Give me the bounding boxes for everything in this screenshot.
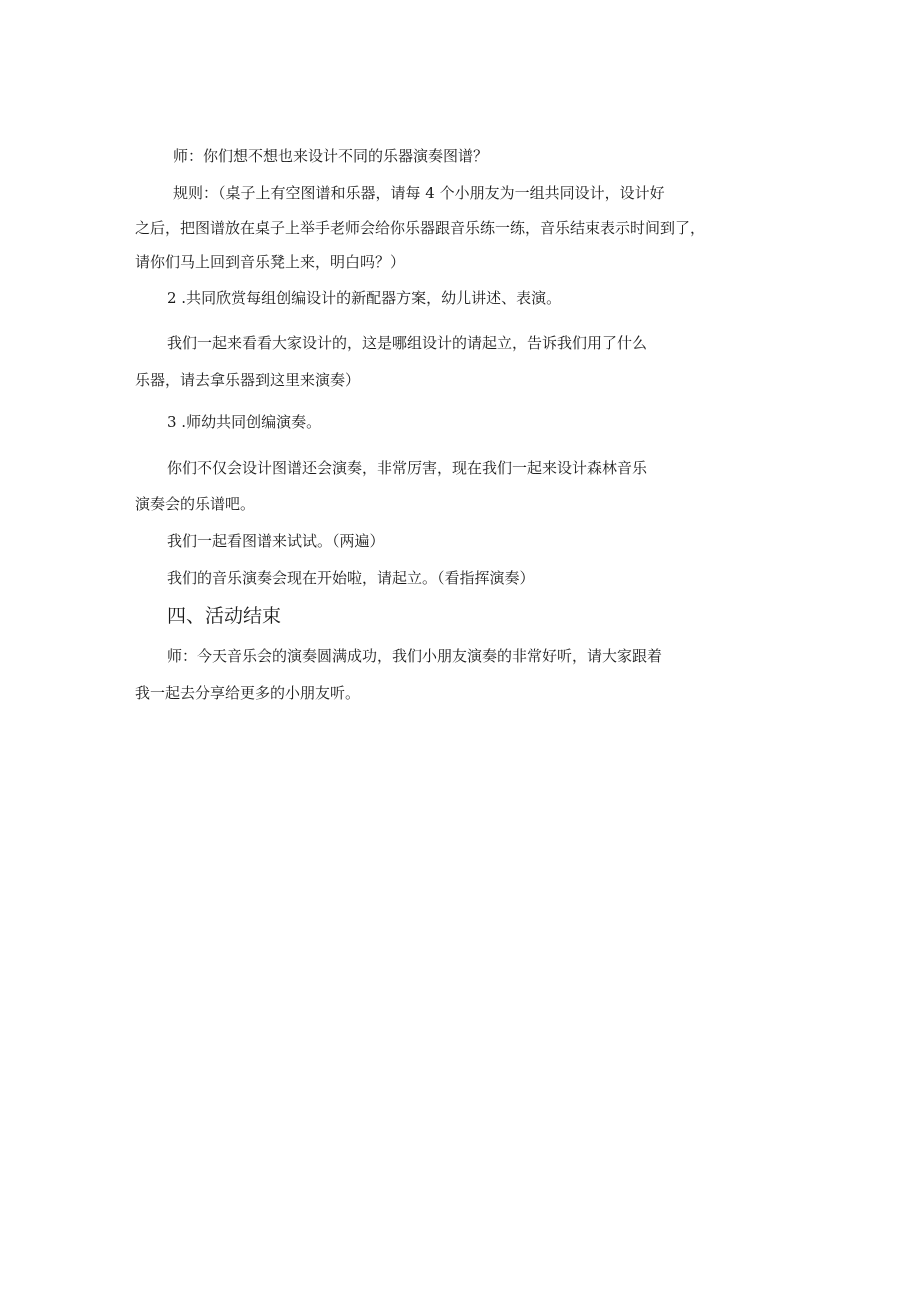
concert-start-line: 我们的音乐演奏会现在开始啦，请起立。（看指挥演奏） — [167, 569, 535, 587]
rules-line-1: 规则：（桌子上有空图谱和乐器，请每 4 个小朋友为一组共同设计，设计好 — [173, 184, 665, 202]
try-score-line: 我们一起看图谱来试试。（两遍） — [167, 532, 385, 550]
appreciation-line-2: 乐器，请去拿乐器到这里来演奏） — [135, 371, 361, 389]
step-2-line: 2 .共同欣赏每组创编设计的新配器方案，幼儿讲述、表演。 — [167, 289, 562, 307]
teacher-question-line: 师：你们想不想也来设计不同的乐器演奏图谱？ — [173, 147, 489, 165]
rules-line-2: 之后，把图谱放在桌子上举手老师会给你乐器跟音乐练一练，音乐结束表示时间到了， — [135, 219, 706, 237]
step-3-line: 3 .师幼共同创编演奏。 — [167, 413, 322, 431]
rules-line-3: 请你们马上回到音乐凳上来，明白吗？） — [135, 253, 406, 271]
section-heading-activity-end: 四、活动结束 — [167, 605, 282, 627]
closing-line-1: 师：今天音乐会的演奏圆满成功，我们小朋友演奏的非常好听，请大家跟着 — [167, 647, 663, 665]
design-line-1: 你们不仅会设计图谱还会演奏，非常厉害，现在我们一起来设计森林音乐 — [167, 459, 648, 477]
appreciation-line-1: 我们一起来看看大家设计的，这是哪组设计的请起立，告诉我们用了什么 — [167, 334, 648, 352]
design-line-2: 演奏会的乐谱吧。 — [135, 495, 256, 513]
closing-line-2: 我一起去分享给更多的小朋友听。 — [135, 684, 361, 702]
